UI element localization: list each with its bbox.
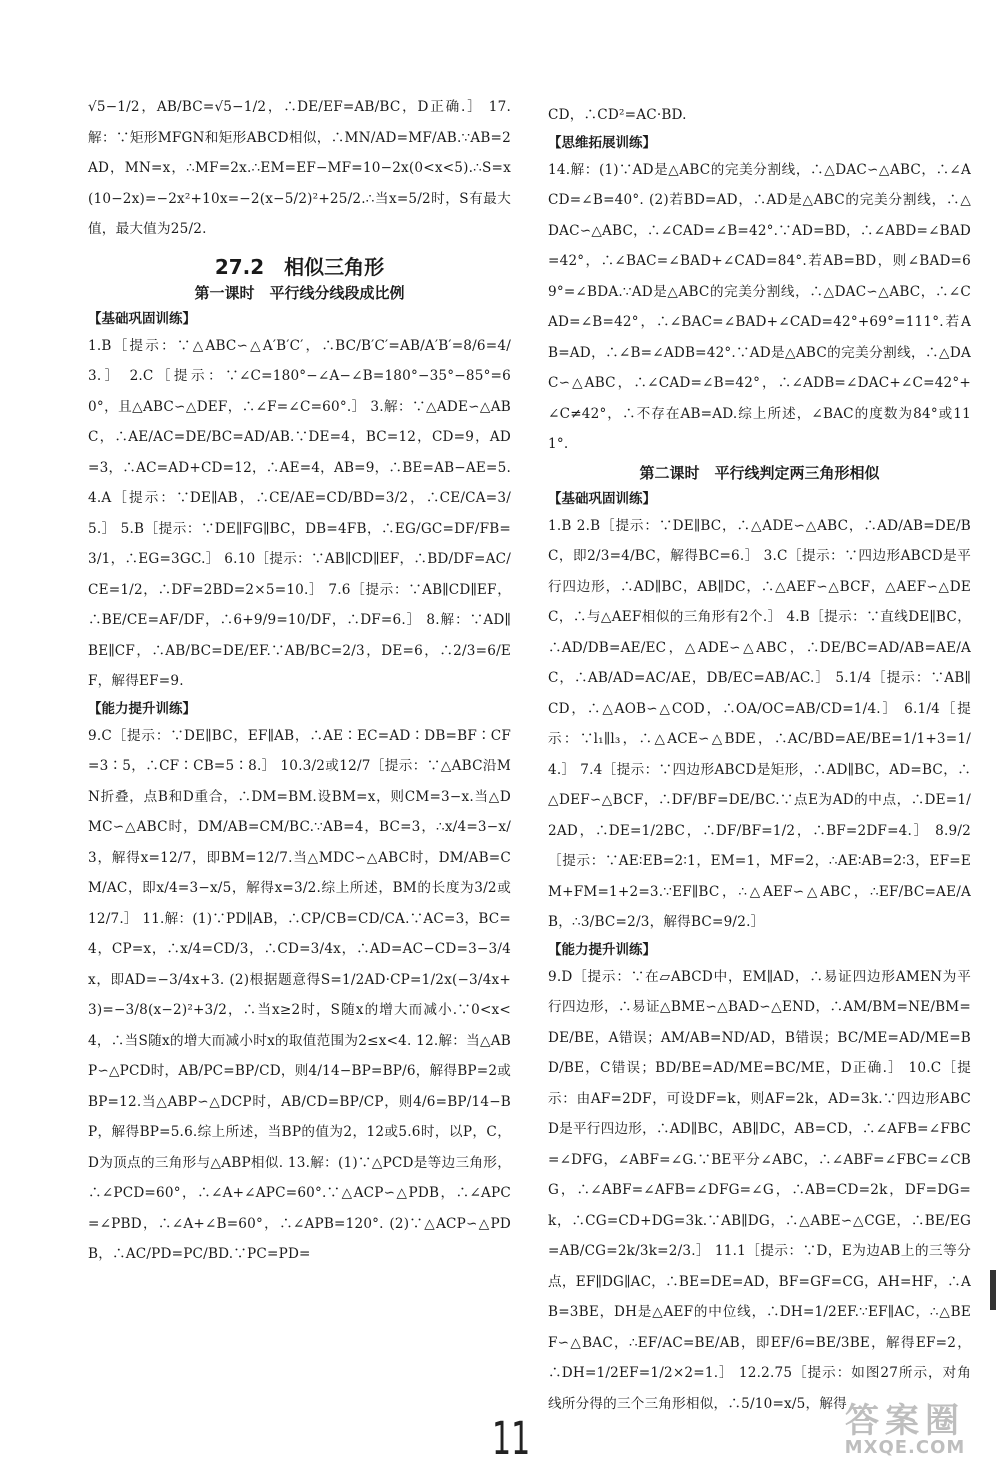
basic-training-heading: 【基础巩固训练】	[88, 310, 196, 327]
ability-training-heading: 【能力提升训练】	[88, 700, 196, 717]
basic-training-heading-2: 【基础巩固训练】	[548, 490, 656, 507]
watermark-text: 答案圈	[845, 1401, 965, 1441]
ability-training-heading-2: 【能力提升训练】	[548, 941, 656, 958]
lesson-title-1: 第一课时 平行线分线段成比例	[194, 283, 405, 302]
section-title: 27.2 相似三角形	[214, 254, 385, 279]
ability-training-answers-2: 9.D［提示：∵在▱ABCD中，EM∥AD，∴易证四边形AMEN为平行四边形，∴易证△BME∽△BAD∽△END，∴AM/BM=NE/BM=DE/BE，A错误；AM/AB=ND/AD，B错误；BC/ME=AD/ME=BD/BE，C错误；BD/BE=AD/ME=BC/ME，D正确.］ 10.C［提示：由AF=2DF，可设DF=k，则AF=2k，AD=3k.∵四边形ABCD是平行四边形，∴AD∥BC，AB∥DC，AB=CD，∴∠AFB=∠FBC=∠DFG，∠ABF=∠G.∵BE平分∠ABC，∴∠ABF=∠FBC=∠CBG，∴∠ABF=∠AFB=∠DFG=∠G，∴AB=CD=2k，DF=DG=k，∴CG=CD+DG=3k.∵AB∥DG，∴△ABE∽△CGE，∴BE/EG=AB/CG=2k/3k=2/3.］ 11.1［提示：∵D，E为边AB上的三等分点，EF∥DG∥AC，∴BE=DE=AD，BF=GF=CG，AH=HF，∴AB=3BE，DH是△AEF的中位线，∴DH=1/2EF.∵EF∥AC，∴△BEF∽△BAC，∴EF/AC=BE/AB，即EF/6=BE/3BE，解得EF=2，∴DH=1/2EF=1/2×2=1.］ 12.2.75［提示：如图27所示，对角线所分得的三个三角形相似，∴5/10=x/5，解得	[548, 968, 971, 1412]
continuation-paragraph: CD，∴CD²=AC·BD.	[548, 107, 687, 123]
basic-training-answers: 1.B［提示：∵△ABC∽△A′B′C′，∴BC/B′C′=AB/A′B′=8/6=4/3.］ 2.C［提示：∵∠C=180°−∠A−∠B=180°−35°−85°=60°，且△ABC∽△DEF，∴∠F=∠C=60°.］ 3.解：∵△ADE∽△ABC，∴AE/AC=DE/BC=AD/AB.∵DE=4，BC=12，CD=9，AD=3，∴AC=AD+CD=12，∴AE=4，AB=9，∴BE=AB−AE=5. 4.A［提示：∵DE∥AB，∴CE/AE=CD/BD=3/2，∴CE/CA=3/5.］ 5.B［提示：∵DE∥FG∥BC，DB=4FB，∴EG/GC=DF/FB=3/1，∴EG=3GC.］ 6.10［提示：∵AB∥CD∥EF，∴BD/DF=AC/CE=1/2，∴DF=2BD=2×5=10.］ 7.6［提示：∵AB∥CD∥EF，∴BE/CE=AF/DF，∴6+9/9=10/DF，∴DF=6.］ 8.解：∵AD∥BE∥CF，∴AB/BC=DE/EF.∵AB/BC=2/3，DE=6，∴2/3=6/EF，解得EF=9.	[88, 337, 511, 689]
basic-training-answers-2: 1.B 2.B［提示：∵DE∥BC，∴△ADE∽△ABC，∴AD/AB=DE/BC，即2/3=4/BC，解得BC=6.］ 3.C［提示：∵四边形ABCD是平行四边形，∴AD∥BC，AB∥DC，∴△AEF∽△BCF，△AEF∽△DEC，∴与△AEF相似的三角形有2个.］ 4.B［提示：∵直线DE∥BC，∴AD/DB=AE/EC，△ADE∽△ABC，∴DE/BC=AD/AB=AE/AC，∴AB/AD=AC/AE，DB/EC=AB/AC.］ 5.1/4［提示：∵AB∥CD，∴△AOB∽△COD，∴OA/OC=AB/CD=1/4.］ 6.1/4［提示：∵l₁∥l₃，∴△ACE∽△BDE，∴AC/BD=AE/BE=1/1+3=1/4.］ 7.4［提示：∵四边形ABCD是矩形，∴AD∥BC，AD=BC，∴△DEF∽△BCF，∴DF/BF=DE/BC.∵点E为AD的中点，∴DE=1/2AD，∴DE=1/2BC，∴DF/BF=1/2，∴BF=2DF=4.］ 8.9/2［提示：∵AE∶EB=2∶1，EM=1，MF=2，∴AE∶AB=2∶3，EF=EM+FM=1+2=3.∵EF∥BC，∴△AEF∽△ABC，∴EF/BC=AE/AB，∴3/BC=2/3，解得BC=9/2.］	[548, 517, 971, 930]
page-number: 11	[492, 1413, 531, 1466]
watermark-logo	[820, 1393, 990, 1463]
edge-mark	[990, 1270, 996, 1310]
thinking-training-answers: 14.解：(1)∵AD是△ABC的完美分割线，∴△DAC∽△ABC，∴∠ACD=∠B=40°. (2)若BD=AD，∴AD是△ABC的完美分割线，∴△DAC∽△ABC，∴∠CAD=∠B=42°.∵AD=BD，∴∠ABD=∠BAD=42°，∴∠BAC=∠BAD+∠CAD=84°.若AB=BD，则∠BAD=69°=∠BDA.∵AD是△ABC的完美分割线，∴△DAC∽△ABC，∴∠CAD=∠B=42°，∴∠BAC=∠BAD+∠CAD=42°+69°=111°.若AB=AD，∴∠B=∠ADB=42°.∵AD是△ABC的完美分割线，∴△DAC∽△ABC，∴∠CAD=∠B=42°，∴∠ADB=∠DAC+∠C=42°+∠C≠42°，∴不存在AB=AD.综上所述，∠BAC的度数为84°或111°.	[548, 161, 971, 452]
intro-paragraph: √5−1/2，AB/BC=√5−1/2，∴DE/EF=AB/BC，D正确.］ 17.解：∵矩形MFGN和矩形ABCD相似，∴MN/AD=MF/AB.∵AB=2AD，MN=x，∴MF=2x.∴EM=EF−MF=10−2x(0<x<5).∴S=x(10−2x)=−2x²+10x=−2(x−5/2)²+25/2.∴当x=5/2时，S有最大值，最大值为25/2.	[88, 99, 511, 237]
thinking-training-heading: 【思维拓展训练】	[548, 134, 656, 151]
left-column	[88, 92, 511, 1270]
lesson-title-2: 第二课时 平行线判定两三角形相似	[639, 463, 880, 482]
right-column	[548, 100, 971, 1419]
watermark-url: MXQE.COM	[844, 1437, 966, 1458]
ability-training-answers: 9.C［提示：∵DE∥BC，EF∥AB，∴AE∶EC=AD∶DB=BF∶CF=3∶5，∴CF∶CB=5∶8.］ 10.3/2或12/7［提示：∵△ABC沿MN折叠，点B和D重合，∴DM=BM.设BM=x，则CM=3−x.当△DMC∽△ABC时，DM/AB=CM/BC.∵AB=4，BC=3，∴x/4=3−x/3，解得x=12/7，即BM=12/7.当△MDC∽△ABC时，DM/AB=CM/AC，即x/4=3−x/5，解得x=3/2.综上所述，BM的长度为3/2或12/7.］ 11.解：(1)∵PD∥AB，∴CP/CB=CD/CA.∵AC=3，BC=4，CP=x，∴x/4=CD/3，∴CD=3/4x，∴AD=AC−CD=3−3/4x，即AD=−3/4x+3. (2)根据题意得S=1/2AD·CP=1/2x(−3/4x+3)=−3/8(x−2)²+3/2，∴当x≥2时，S随x的增大而减小.∵0<x<4，∴当S随x的增大而减小时x的取值范围为2≤x<4. 12.解：当△ABP∽△PCD时，AB/PC=BP/CD，则4/14−BP=BP/6，解得BP=2或BP=12.当△ABP∽△DCP时，AB/CD=BP/CP，则4/6=BP/14−BP，解得BP=5.6.综上所述，当BP的值为2，12或5.6时，以P，C，D为顶点的三角形与△ABP相似. 13.解：(1)∵△PCD是等边三角形，∴∠PCD=60°，∴∠A+∠APC=60°.∵△ACP∽△PDB，∴∠APC=∠PBD，∴∠A+∠B=60°，∴∠APB=120°. (2)∵△ACP∽△PDB，∴AC/PD=PC/BD.∵PC=PD=	[88, 727, 511, 1262]
